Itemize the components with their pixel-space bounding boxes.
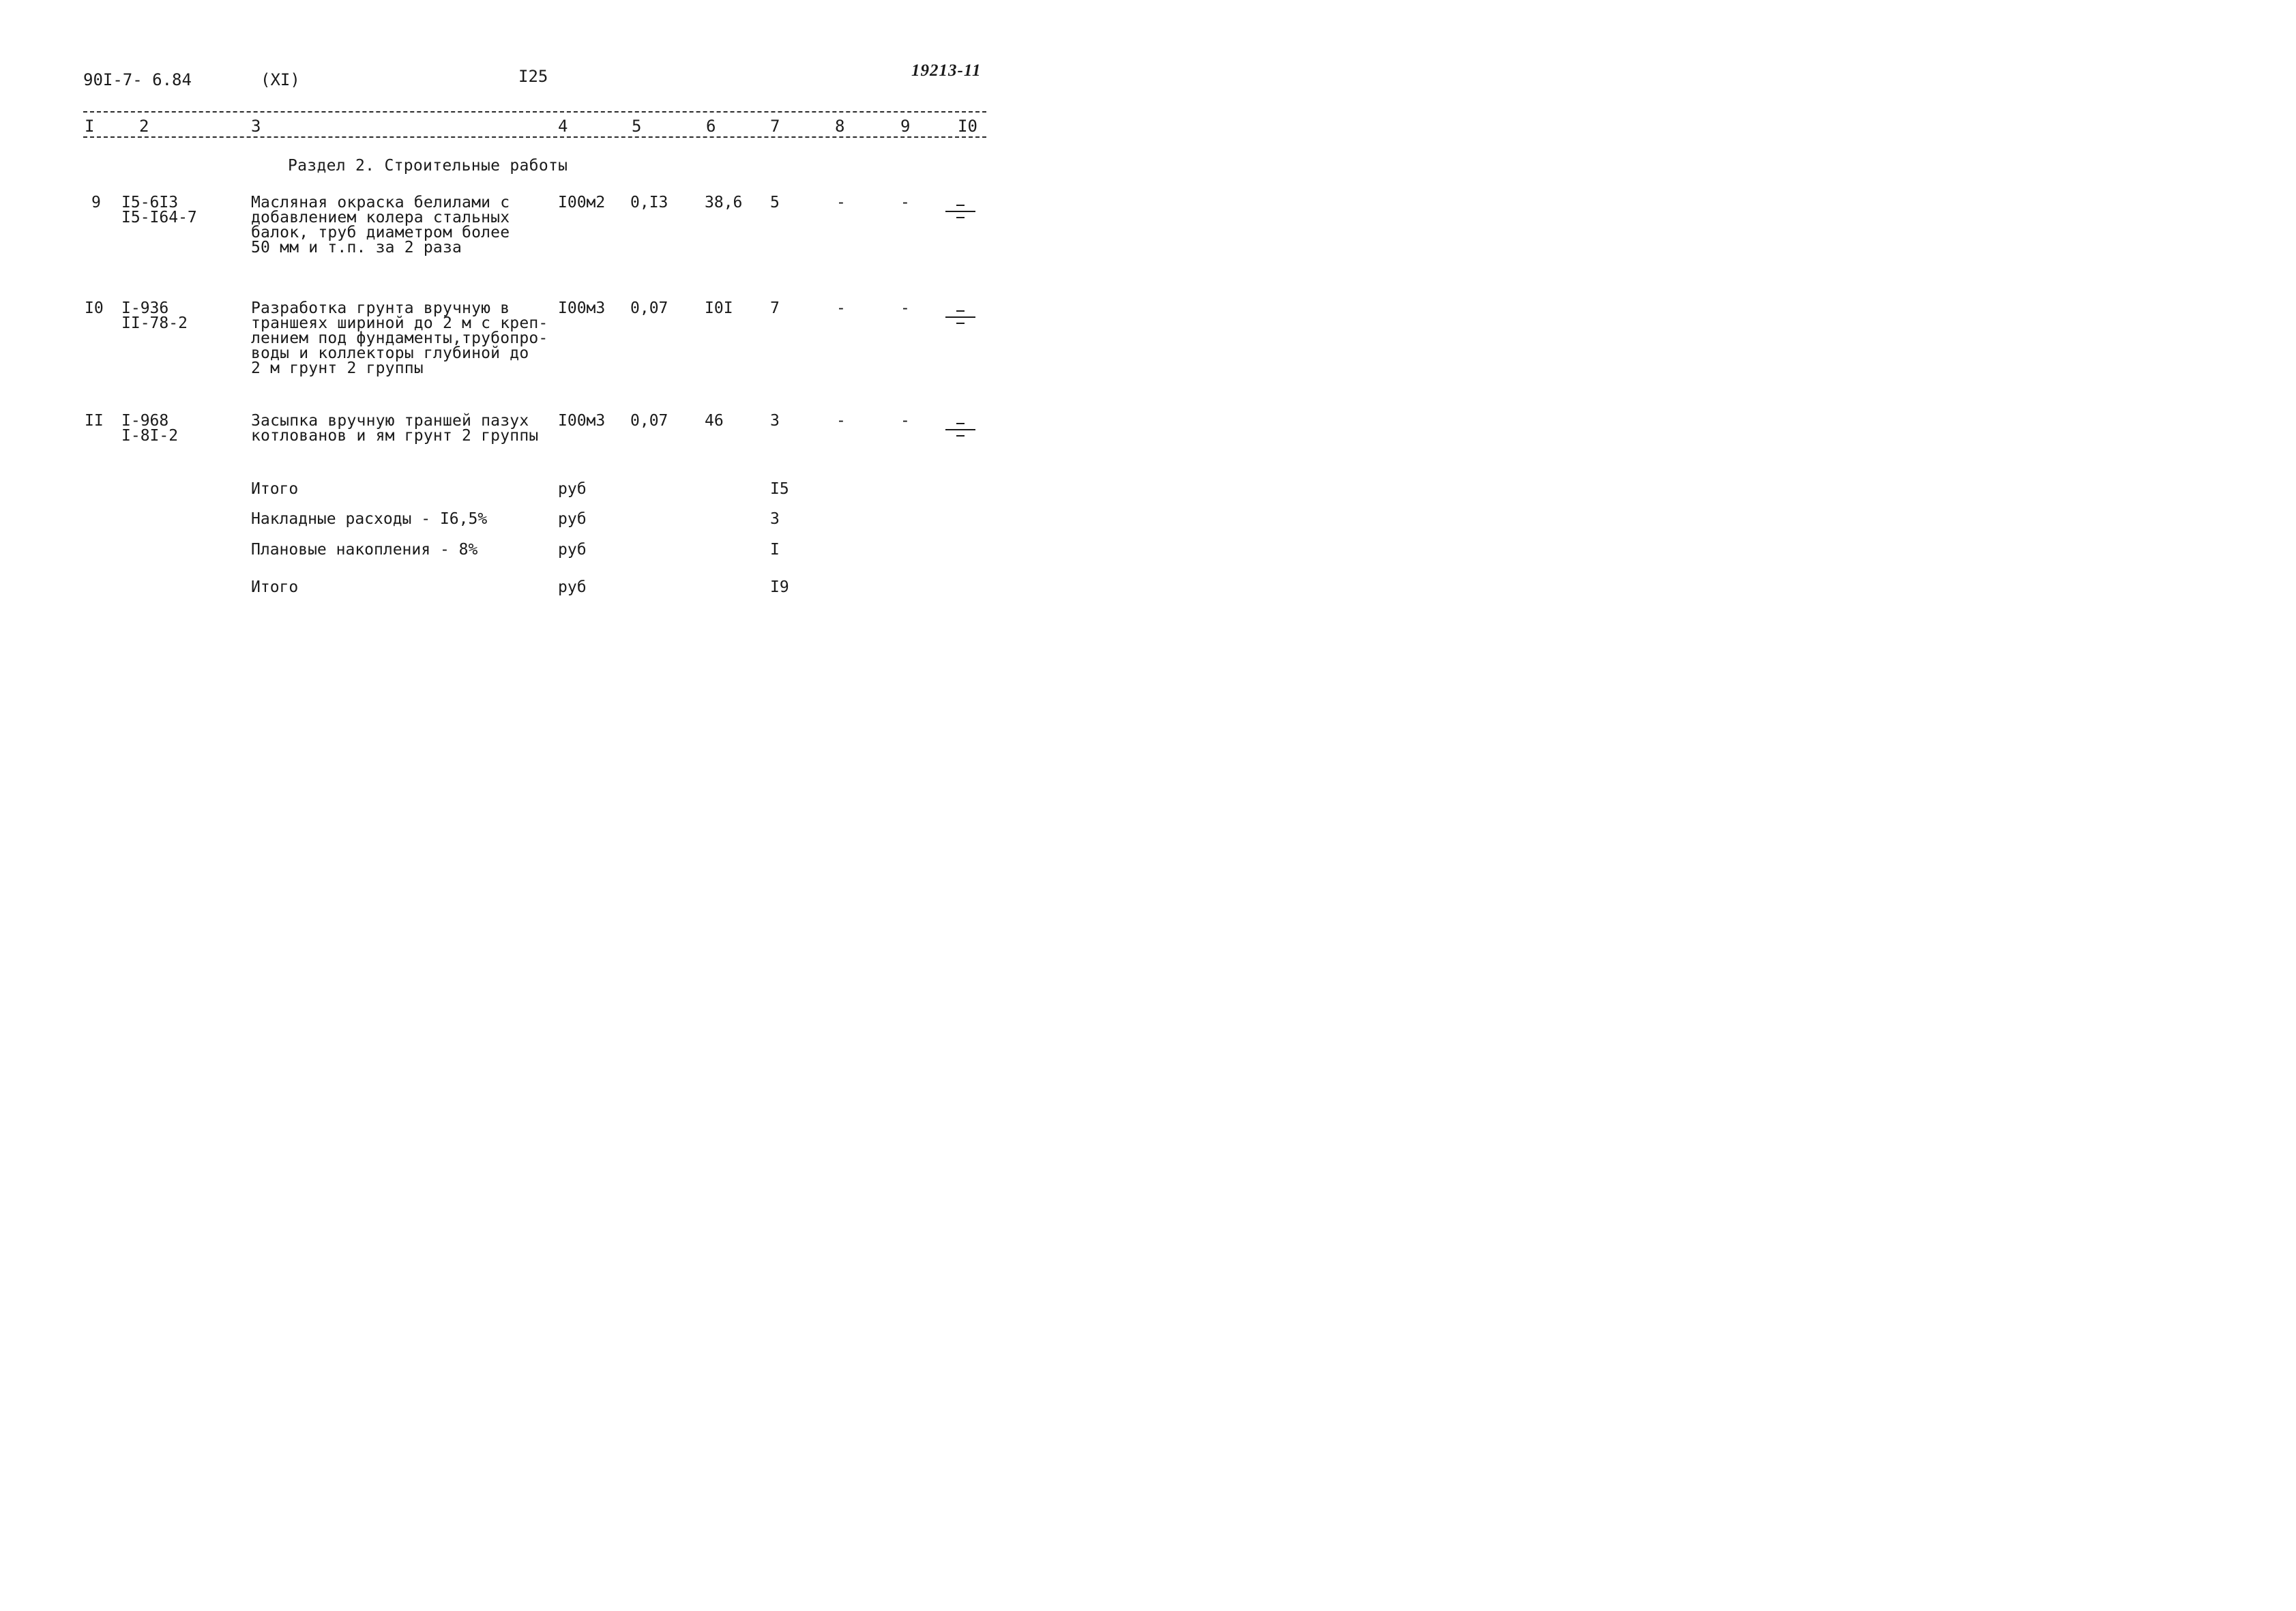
column-number: I xyxy=(85,117,95,136)
norm-code-secondary: I5-I64-7 xyxy=(121,209,197,226)
totals-value: I xyxy=(770,541,780,559)
norm-code-primary: I-936 xyxy=(121,299,169,317)
column-number: 6 xyxy=(706,117,716,136)
column-number: 7 xyxy=(770,117,780,136)
column-9-value: - xyxy=(900,412,910,430)
column-number: 5 xyxy=(632,117,642,136)
work-description: Разработка грунта вручную в траншеях шириной до 2 м с креп- лением под фундаменты,трубопро- воды и коллекторы глубиной до 2 м грунт 2 группы xyxy=(251,299,548,377)
page-number: I25 xyxy=(518,67,548,86)
work-description: Масляная окраска белилами с добавлением колера стальных балок, труб диаметром более 50 мм и т.п. за 2 раза xyxy=(251,194,510,256)
division-sign-icon xyxy=(945,422,975,438)
totals-unit: руб xyxy=(558,541,587,559)
norm-code-secondary: I-8I-2 xyxy=(121,427,179,445)
totals-unit: руб xyxy=(558,480,587,498)
work-description: Засыпка вручную траншей пазух котлованов и ям грунт 2 группы xyxy=(251,412,539,445)
column-8-value: - xyxy=(836,194,846,211)
totals-value: I9 xyxy=(770,578,789,596)
column-8-value: - xyxy=(836,412,846,430)
unit-price: 46 xyxy=(705,412,724,430)
division-sign-icon xyxy=(945,203,975,220)
document-page xyxy=(0,0,1063,746)
norm-code-primary: I-968 xyxy=(121,412,169,430)
division-sign-icon xyxy=(945,309,975,325)
total-cost: 5 xyxy=(770,194,780,211)
totals-label: Итого xyxy=(251,578,299,596)
totals-label: Итого xyxy=(251,480,299,498)
norm-code-secondary: II-78-2 xyxy=(121,314,188,332)
column-number: 4 xyxy=(558,117,568,136)
total-cost: 3 xyxy=(770,412,780,430)
totals-value: 3 xyxy=(770,510,780,528)
totals-label: Накладные расходы - I6,5% xyxy=(251,510,488,528)
quantity: 0,07 xyxy=(630,299,668,317)
column-number: 8 xyxy=(835,117,845,136)
unit-of-measure: I00м3 xyxy=(558,299,606,317)
quantity: 0,07 xyxy=(630,412,668,430)
row-number: I0 xyxy=(85,299,104,317)
unit-of-measure: I00м2 xyxy=(558,194,606,211)
total-cost: 7 xyxy=(770,299,780,317)
handwritten-reference: 19213-11 xyxy=(911,61,982,80)
column-header-top-rule xyxy=(83,111,986,113)
totals-unit: руб xyxy=(558,510,587,528)
document-part: (XI) xyxy=(261,70,300,89)
norm-code-primary: I5-6I3 xyxy=(121,194,179,211)
column-number: 3 xyxy=(251,117,261,136)
unit-of-measure: I00м3 xyxy=(558,412,606,430)
section-title: Раздел 2. Строительные работы xyxy=(288,157,568,175)
row-number: II xyxy=(85,412,104,430)
column-8-value: - xyxy=(836,299,846,317)
unit-price: 38,6 xyxy=(705,194,743,211)
row-number: 9 xyxy=(91,194,101,211)
totals-label: Плановые накопления - 8% xyxy=(251,541,478,559)
column-9-value: - xyxy=(900,194,910,211)
column-number: 2 xyxy=(139,117,149,136)
totals-unit: руб xyxy=(558,578,587,596)
column-number: I0 xyxy=(958,117,977,136)
column-9-value: - xyxy=(900,299,910,317)
document-code: 90I-7- 6.84 xyxy=(83,70,192,89)
column-number: 9 xyxy=(900,117,911,136)
totals-value: I5 xyxy=(770,480,789,498)
unit-price: I0I xyxy=(705,299,733,317)
column-header-bottom-rule xyxy=(83,136,986,138)
quantity: 0,I3 xyxy=(630,194,668,211)
